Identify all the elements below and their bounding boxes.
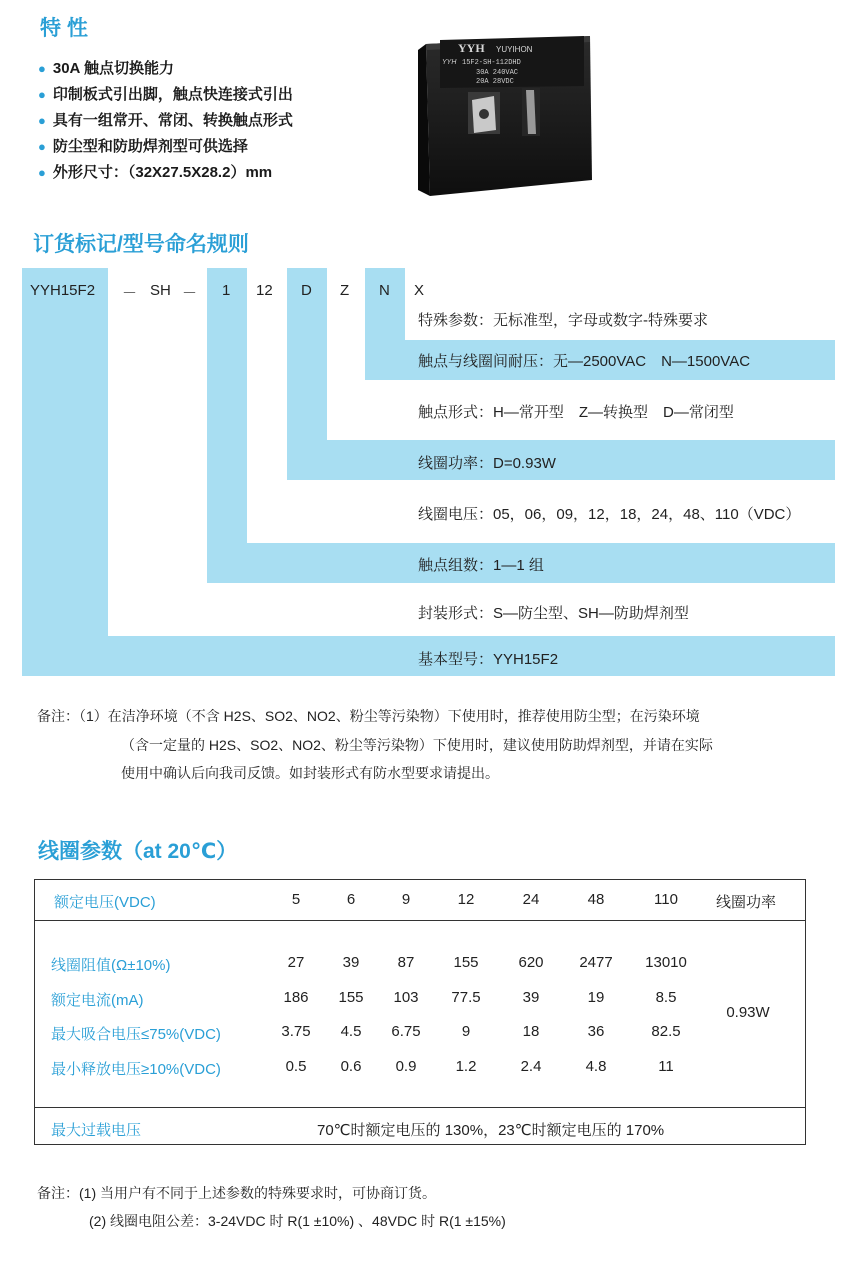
row-label-resistance: 线圈阻值(Ω±10%) (51, 957, 171, 974)
ordering-note-line: 使用中确认后向我司反馈。如封装形式有防水型要求请提出。 (121, 765, 499, 781)
table-header-cell: 110 (654, 891, 678, 908)
coil-title: 线圈参数（at 20℃） (38, 840, 238, 863)
table-header-cell: 48 (587, 891, 605, 908)
table-cell: 39 (522, 989, 540, 1006)
row-label-overload: 最大过载电压 (51, 1122, 142, 1139)
desc-contact-count: 触点组数：1—1 组 (418, 557, 544, 574)
relay-rating-dc: 20A 28VDC (476, 78, 514, 86)
code-coil-voltage: 12 (256, 282, 273, 299)
table-cell: 186 (283, 989, 309, 1006)
relay-logo-small: YYH (442, 59, 457, 66)
table-cell: 155 (338, 989, 364, 1006)
desc-contact-form: 触点形式：H—常开型 Z—转换型 D—常闭型 (418, 404, 734, 421)
relay-rating-ac: 30A 240VAC (476, 69, 519, 77)
relay-model: 15F2-SH-112DHD (462, 59, 521, 67)
table-cell: 11 (658, 1058, 674, 1075)
coil-table (34, 879, 806, 1145)
table-header-cell: 6 (346, 891, 356, 908)
relay-brand: YYH (458, 41, 485, 55)
bullet-icon: ● (38, 165, 46, 180)
code-contact-form: Z (340, 282, 350, 299)
table-cell: 82.5 (651, 1023, 681, 1040)
bar-base-model (22, 268, 108, 676)
table-cell: 1.2 (455, 1058, 477, 1075)
table-header-cell: 12 (457, 891, 475, 908)
relay-brand-name: YUYIHON (496, 45, 533, 54)
feature-item: ● 30A 触点切换能力 (38, 60, 174, 77)
table-cell: 18 (522, 1023, 540, 1040)
coil-note-line: (2) 线圈电阻公差：3-24VDC 时 R(1 ±10%) 、48VDC 时 R(1 ±15%) (89, 1213, 506, 1229)
ordering-title: 订货标记/型号命名规则 (33, 233, 249, 256)
ordering-note-line: 备注：（1）在洁净环境（不含 H2S、SO2、NO2、粉尘等污染物）下使用时，推荐使用防尘型；在污染环境 (37, 708, 700, 724)
code-special: X (414, 282, 425, 299)
bullet-icon: ● (38, 61, 46, 76)
table-cell: 0.9 (395, 1058, 417, 1075)
table-header-power: 线圈功率 (715, 894, 776, 911)
desc-coil-voltage: 线圈电压：05，06，09，12，18，24，48、110（VDC） (418, 506, 801, 523)
table-header-cell: 5 (291, 891, 301, 908)
code-base-model: YYH15F2 (30, 282, 96, 299)
code-insulation: N (379, 282, 390, 299)
ordering-note-line: （含一定量的 H2S、SO2、NO2、粉尘等污染物）下使用时，建议使用防助焊剂型，并请在实际 (121, 737, 713, 753)
table-header-cell: 9 (401, 891, 411, 908)
table-cell: 87 (397, 954, 415, 971)
table-cell: 2.4 (520, 1058, 542, 1075)
features-list (38, 56, 293, 186)
coil-power-value: 0.93W (726, 1004, 770, 1021)
table-cell: 39 (342, 954, 360, 971)
desc-base-model: 基本型号：YYH15F2 (418, 651, 559, 668)
table-cell: 9 (461, 1023, 471, 1040)
bullet-icon: ● (38, 87, 46, 102)
feature-item: ● 印制板式引出脚，触点快连接式引出 (38, 86, 293, 103)
feature-item: ● 具有一组常开、常闭、转换触点形式 (38, 112, 293, 129)
table-cell: 19 (587, 989, 605, 1006)
desc-coil-power: 线圈功率：D=0.93W (418, 455, 556, 472)
desc-package: 封装形式：S—防尘型、SH—防助焊剂型 (418, 605, 689, 622)
table-cell: 0.6 (340, 1058, 362, 1075)
features-title: 特 性 (40, 17, 88, 40)
table-cell: 77.5 (451, 989, 481, 1006)
table-cell: 155 (453, 954, 479, 971)
table-cell: 2477 (579, 954, 613, 971)
coil-note-line: 备注：(1) 当用户有不同于上述参数的特殊要求时，可协商订货。 (37, 1185, 436, 1201)
feature-item: ● 外形尺寸：（32X27.5X28.2）mm (38, 164, 273, 181)
code-contact-count: 1 (222, 282, 231, 299)
overload-value: 70℃时额定电压的 130%，23℃时额定电压的 170% (317, 1122, 665, 1139)
relay-product-image (418, 30, 593, 198)
table-cell: 4.5 (340, 1023, 362, 1040)
table-cell: 620 (518, 954, 544, 971)
table-cell: 4.8 (585, 1058, 607, 1075)
row-label-current: 额定电流(mA) (51, 992, 144, 1009)
table-cell: 0.5 (285, 1058, 307, 1075)
table-cell: 3.75 (281, 1023, 311, 1040)
code-dash: － (122, 285, 138, 302)
desc-special: 特殊参数：无标准型，字母或数字-特殊要求 (418, 312, 708, 329)
header-rated-voltage: 额定电压(VDC) (54, 894, 156, 911)
table-cell: 8.5 (655, 989, 677, 1006)
bar-contact-count (207, 268, 247, 583)
bullet-icon: ● (38, 113, 46, 128)
code-coil-power: D (301, 282, 312, 299)
row-label-release-voltage: 最小释放电压≥10%(VDC) (51, 1061, 221, 1078)
row-label-pickup-voltage: 最大吸合电压≤75%(VDC) (51, 1026, 221, 1043)
table-header-cell: 24 (522, 891, 540, 908)
table-cell: 103 (393, 989, 419, 1006)
table-cell: 13010 (645, 954, 687, 971)
code-package: SH (150, 282, 171, 299)
desc-insulation: 触点与线圈间耐压：无—2500VAC N—1500VAC (418, 353, 751, 370)
table-divider (34, 920, 806, 921)
table-cell: 6.75 (391, 1023, 421, 1040)
code-dash: － (182, 285, 198, 302)
table-cell: 27 (287, 954, 305, 971)
table-cell: 36 (587, 1023, 605, 1040)
row-bar-coil-power (287, 440, 835, 480)
table-divider (34, 1107, 806, 1108)
bullet-icon: ● (38, 139, 46, 154)
feature-item: ● 防尘型和防助焊剂型可供选择 (38, 138, 248, 155)
